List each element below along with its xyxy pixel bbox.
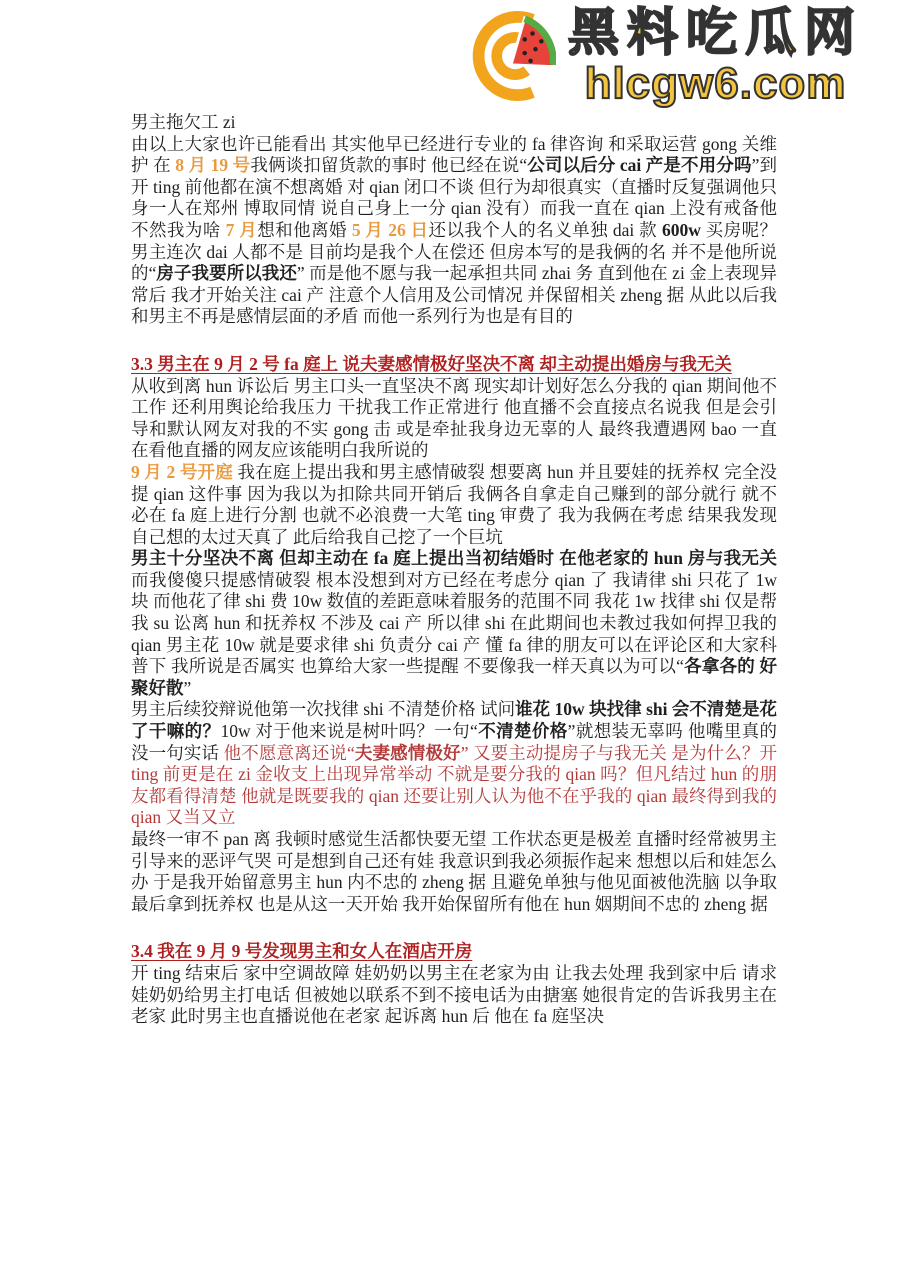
site-logo <box>468 3 864 108</box>
paragraph <box>131 376 777 462</box>
text-run: 3.3 男主在 9 月 2 号 fa 庭上 说夫妻感情极好坚决不离 却主动提出婚房与我无关 <box>131 353 732 374</box>
text-run: 公司以后分 cai 产是不用分吗 <box>527 155 752 176</box>
text-run: 10w 对于他来说是树叶吗？一句“ <box>220 721 478 742</box>
site-url: hlcgw6.com <box>584 58 847 108</box>
site-name: 黑料吃瓜网 <box>568 3 864 61</box>
section-heading <box>131 941 777 963</box>
text-run: 他不愿意离还说“ <box>223 742 355 763</box>
text-run: 房子我要所以我还 <box>156 263 297 284</box>
text-run: ”就想装无辜吗 他嘴里真的没一句实话 <box>131 721 777 763</box>
text-run: 3.4 我在 9 月 9 号发现男主和女人在酒店开房 <box>131 941 473 962</box>
text-run: 男主十分坚决不离 但却主动在 fa 庭上提出当初结婚时 在他老家的 hun 房与我无关 <box>131 548 777 569</box>
text-run: 我在庭上提出我和男主感情破裂 想要离 hun 并且要娃的抚养权 完全没提 qian 这件事 因为我以为扣除共同开销后 我俩各自拿走自己赚到的部分就行 就不必在 fa 庭上进行分割 也就不必浪费一大笔 ting 审费了 我为我俩在考虑 结果我发现自己想的太过天真了 此后给我自己挖了一个巨坑 <box>131 461 778 547</box>
text-run: 谁花 10w 块找律 shi 会不清楚是花了干嘛的？ <box>131 699 777 742</box>
text-run: 5 月 26 日 <box>351 219 429 240</box>
text-run: ” 而是他不愿与我一起承担共同 zhai 务 直到他在 zi 金上表现异常后 我才开始关注 cai 产 注意个人信用及公司情况 并保留相关 zheng 据 从此以后我和男主不再是感情层面的矛盾 而他一系列行为也是有目的 <box>131 263 777 327</box>
paragraph <box>131 699 777 829</box>
text-run: 从收到离 hun 诉讼后 男主口头一直坚决不离 现实却计划好怎么分我的 qian 期间他不工作 还利用舆论给我压力 干扰我工作正常进行 他直播不会直接点名说我 但是会引导和默认网友对我的不实 gong 击 或是牵扯我身边无辜的人 最终我遭遇网 bao 一直在看他直播的网友应该能明白我所说的 <box>131 375 777 461</box>
watermelon-logo-icon <box>468 6 556 106</box>
paragraph <box>131 963 777 1028</box>
text-run: 夫妻感情极好 <box>354 742 461 763</box>
text-run: 还以我个人的名义单独 dai 款 <box>428 219 662 240</box>
text-run: 7 月 <box>225 219 258 240</box>
text-run: 最终一审不 pan 离 我顿时感觉生活都快要无望 工作状态更是极差 直播时经常被男主引导来的恶评气哭 可是想到自己还有娃 我意识到我必须振作起来 想想以后和娃怎么办 于是我开始留意男主 hun 内不忠的 zheng 据 且避免单独与他见面被他洗脑 以争取最后拿到抚养权 也是从这一天开始 我开始保留所有他在 hun 姻期间不忠的 zheng 据 <box>131 829 777 914</box>
logo-text <box>568 3 864 108</box>
paragraph <box>131 112 777 134</box>
text-run: 600w <box>661 219 701 240</box>
text-run: 男主后续狡辩说他第一次找律 shi 不清楚价格 试问 <box>131 699 516 720</box>
paragraph <box>131 134 777 328</box>
text-run: ” <box>183 677 192 698</box>
text-run: 想和他离婚 <box>257 219 352 240</box>
text-run: 而我傻傻只提感情破裂 根本没想到对方已经在考虑分 qian 了 我请律 shi 只花了 1w 块 而他花了律 shi 费 10w 数值的差距意味着服务的范围不同 我花 1w 找律 shi 仅是帮我 su 讼离 hun 和抚养权 不涉及 cai 产 所以律 shi 在此期间也未教过我如何捍卫我的 qian 男主花 10w 就是要求律 shi 负责分 cai 产 懂 fa 律的朋友可以在评论区和大家科普下 我所说是否属实 也算给大家一些提醒 不要像我一样天真以为可以“ <box>131 569 777 677</box>
text-run: 8 月 19 号 <box>175 155 251 176</box>
text-run: ” 又要主动提房子与我无关 是为什么？开 ting 前更是在 zi 金收支上出现异常举动 不就是要分我的 qian 吗？但凡结过 hun 的朋友都看得清楚 他就是既要我的 qian 还要让别人认为他不在乎我的 qian 最终得到我的 qian 又当又立 <box>131 742 777 828</box>
text-run: 男主拖欠工 zi <box>131 112 236 132</box>
text-run: 由以上大家也许已能看出 其实他早已经进行专业的 fa 律咨询 和采取运营 gong 关维护 在 <box>131 133 777 176</box>
text-run: 各拿各的 好聚好散 <box>131 656 778 698</box>
text-run: ”到开 ting 前他都在演不想离婚 对 qian 闭口不谈 但行为却很真实（直播时反复强调他只身一人在郑州 博取同情 说自己身上一分 qian 没有）而我一直在 qian 上没有戒备他 不然我为啥 <box>131 155 777 240</box>
text-run: 我俩谈扣留货款的事时 他已经在说“ <box>250 155 528 176</box>
text-run: 买房呢？男主连次 dai 人都不是 目前均是我个人在偿还 但房本写的是我俩的名 并不是他所说的“ <box>131 219 778 284</box>
document-body <box>131 112 777 1028</box>
section-heading <box>131 354 777 376</box>
text-run: 不清楚价格 <box>477 721 568 742</box>
text-run: 9 月 2 号开庭 <box>131 461 233 482</box>
paragraph <box>131 462 777 548</box>
paragraph <box>131 548 777 699</box>
paragraph <box>131 829 777 915</box>
text-run: 开 ting 结束后 家中空调故障 娃奶奶以男主在老家为由 让我去处理 我到家中后 请求娃奶奶给男主打电话 但被她以联系不到不接电话为由搪塞 她很肯定的告诉我男主在老家 此时男主也直播说他在老家 起诉离 hun 后 他在 fa 庭坚决 <box>131 962 777 1027</box>
